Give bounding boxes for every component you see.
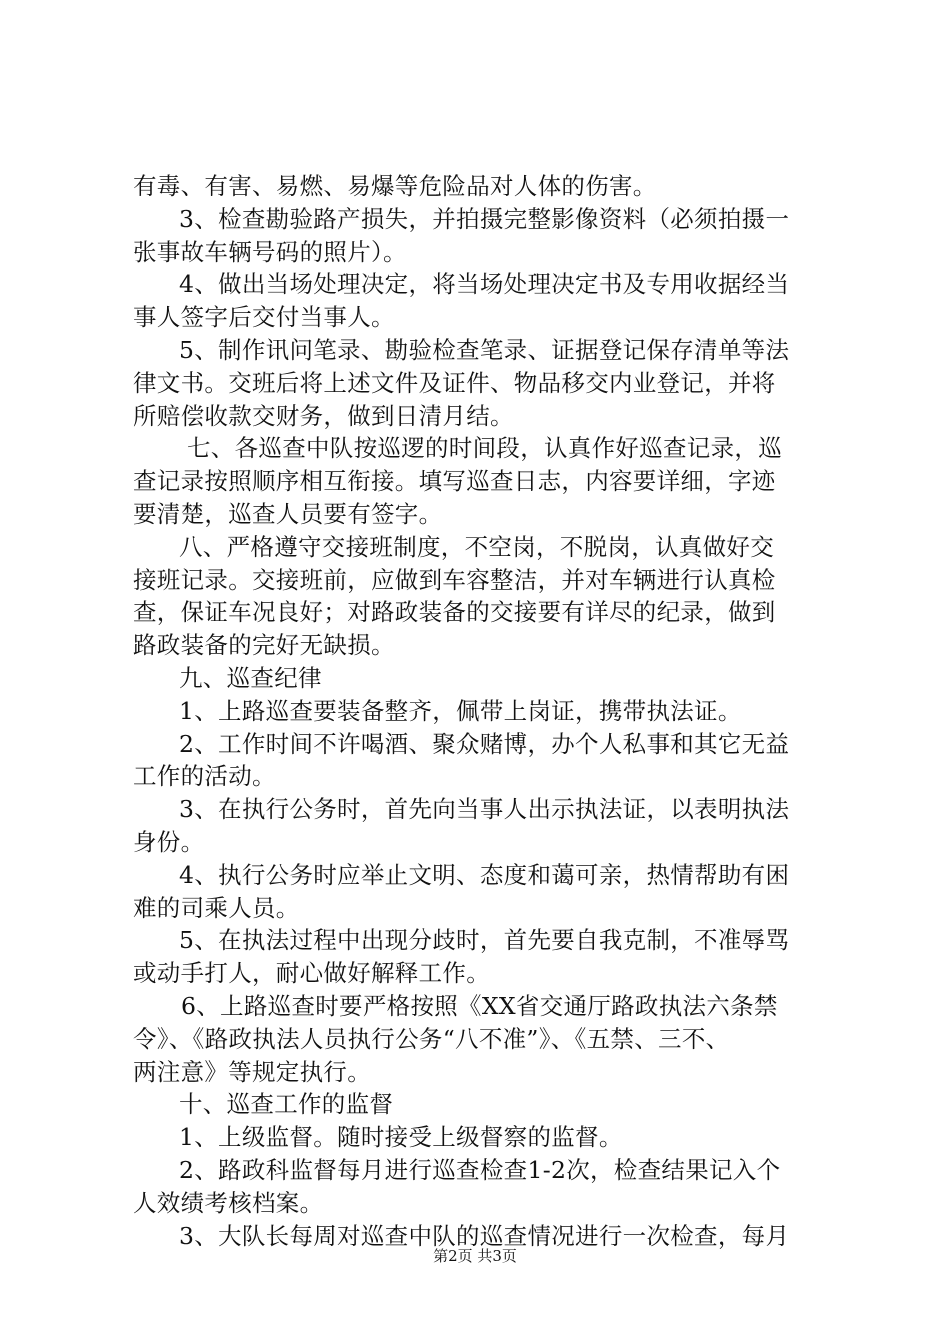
text-line: 2、路政科监督每月进行巡查检查1-2次，检查结果记入个 [179,1155,781,1184]
text-line: 身份。 [133,827,205,856]
text-line: 要清楚，巡查人员要有签字。 [133,499,443,528]
text-line: 事人签字后交付当事人。 [133,303,395,332]
text-line: 难的司乘人员。 [133,893,300,922]
text-line: 令》、《路政执法人员执行公务“八不准”》、《五禁、三不、 [133,1024,730,1053]
text-line: 律文书。交班后将上述文件及证件、物品移交内业登记，并将 [133,368,776,397]
section-heading: 十、巡查工作的监督 [179,1090,394,1119]
text-line: 所赔偿收款交财务，做到日清月结。 [133,401,514,430]
page-number: 第2页 共3页 [433,1247,517,1265]
text-line: 2、工作时间不许喝酒、聚众赌博，办个人私事和其它无益 [179,729,790,758]
text-line: 3、检查勘验路产损失，并拍摄完整影像资料（必须拍摄一 [179,204,790,233]
text-line: 1、上路巡查要装备整齐，佩带上岗证，携带执法证。 [179,696,742,725]
text-line: 3、大队长每周对巡查中队的巡查情况进行一次检查，每月 [179,1221,790,1250]
text-line: 有毒、有害、易燃、易爆等危险品对人体的伤害。 [133,172,657,200]
text-line: 人效绩考核档案。 [133,1188,324,1217]
text-line: 5、制作讯问笔录、勘验检查笔录、证据登记保存清单等法 [179,335,790,364]
document-body [133,170,833,1252]
section-heading: 九、巡查纪律 [179,663,322,692]
text-line: 1、上级监督。随时接受上级督察的监督。 [179,1123,623,1152]
text-line: 3、在执行公务时，首先向当事人出示执法证，以表明执法 [179,795,790,824]
text-line: 接班记录。交接班前，应做到车容整洁，并对车辆进行认真检 [133,565,776,594]
text-line: 工作的活动。 [133,762,276,791]
text-line: 5、在执法过程中出现分歧时，首先要自我克制，不准辱骂 [179,926,790,955]
text-line: 6、上路巡查时要严格按照《XX省交通厅路政执法六条禁 [181,991,778,1020]
page-footer [0,1245,950,1266]
text-line: 两注意》等规定执行。 [133,1057,371,1086]
text-line: 或动手打人，耐心做好解释工作。 [133,959,490,988]
text-line: 路政装备的完好无缺损。 [133,631,395,660]
text-line: 4、做出当场处理决定，将当场处理决定书及专用收据经当 [179,270,790,299]
text-line: 张事故车辆号码的照片）。 [133,237,407,266]
text-line: 查，保证车况良好；对路政装备的交接要有详尽的纪录，做到 [133,598,776,627]
text-line: 查记录按照顺序相互衔接。填写巡查日志，内容要详细，字迹 [133,467,776,496]
text-line: 七、各巡查中队按巡逻的时间段，认真作好巡查记录，巡 [187,434,782,463]
text-line: 4、执行公务时应举止文明、态度和蔼可亲，热情帮助有困 [179,860,790,889]
text-line: 八、严格遵守交接班制度，不空岗，不脱岗，认真做好交 [179,532,774,561]
